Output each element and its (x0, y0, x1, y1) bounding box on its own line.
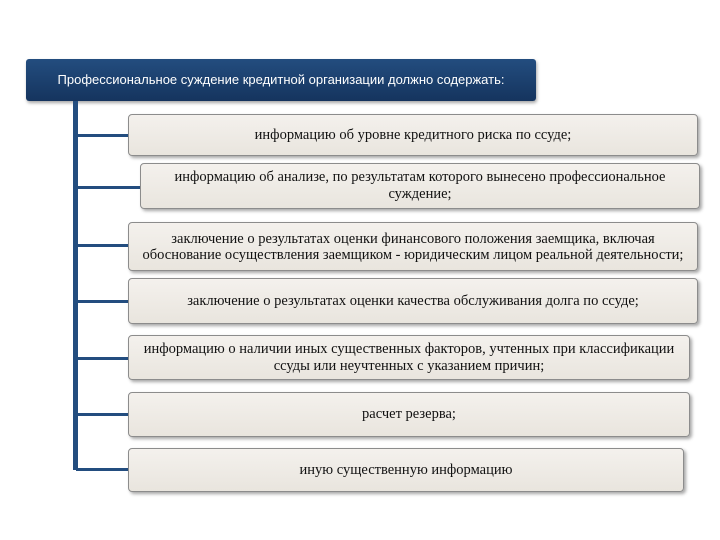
item-box-2 (140, 163, 700, 209)
connector-branch-6 (76, 413, 130, 416)
item-label-7: иную существенную информацию (299, 461, 513, 478)
connector-branch-3 (76, 244, 130, 247)
connector-branch-4 (76, 300, 130, 303)
item-box-4 (128, 278, 698, 324)
item-box-1 (128, 114, 698, 156)
connector-branch-5 (76, 357, 130, 360)
connector-branch-7 (76, 468, 130, 471)
item-label-5: информацию о наличии иных существенных факторов, учтенных при классификации ссуды или неучтенных с указанием причин; (143, 340, 675, 374)
item-label-2: информацию об анализе, по результатам которого вынесено профессиональное суждение; (174, 169, 666, 202)
item-box-6 (128, 392, 690, 437)
diagram-header (26, 59, 536, 101)
item-box-7 (128, 448, 684, 492)
connector-branch-2 (76, 186, 142, 189)
header-text: Профессиональное суждение кредитной организации должно содержать: (57, 72, 505, 87)
item-label-1: информацию об уровне кредитного риска по ссуде; (254, 126, 572, 143)
item-box-3 (128, 222, 698, 271)
connector-branch-1 (76, 134, 130, 137)
item-label-4: заключение о результатах оценки качества обслуживания долга по ссуде; (187, 292, 639, 309)
item-box-5 (128, 335, 690, 380)
item-label-6: расчет резерва; (362, 406, 456, 422)
item-label-3: заключение о результатах оценки финансового положения заемщика, включая обоснование осуществления заемщиком - юридическим лицом реальной деятельности; (142, 230, 684, 263)
